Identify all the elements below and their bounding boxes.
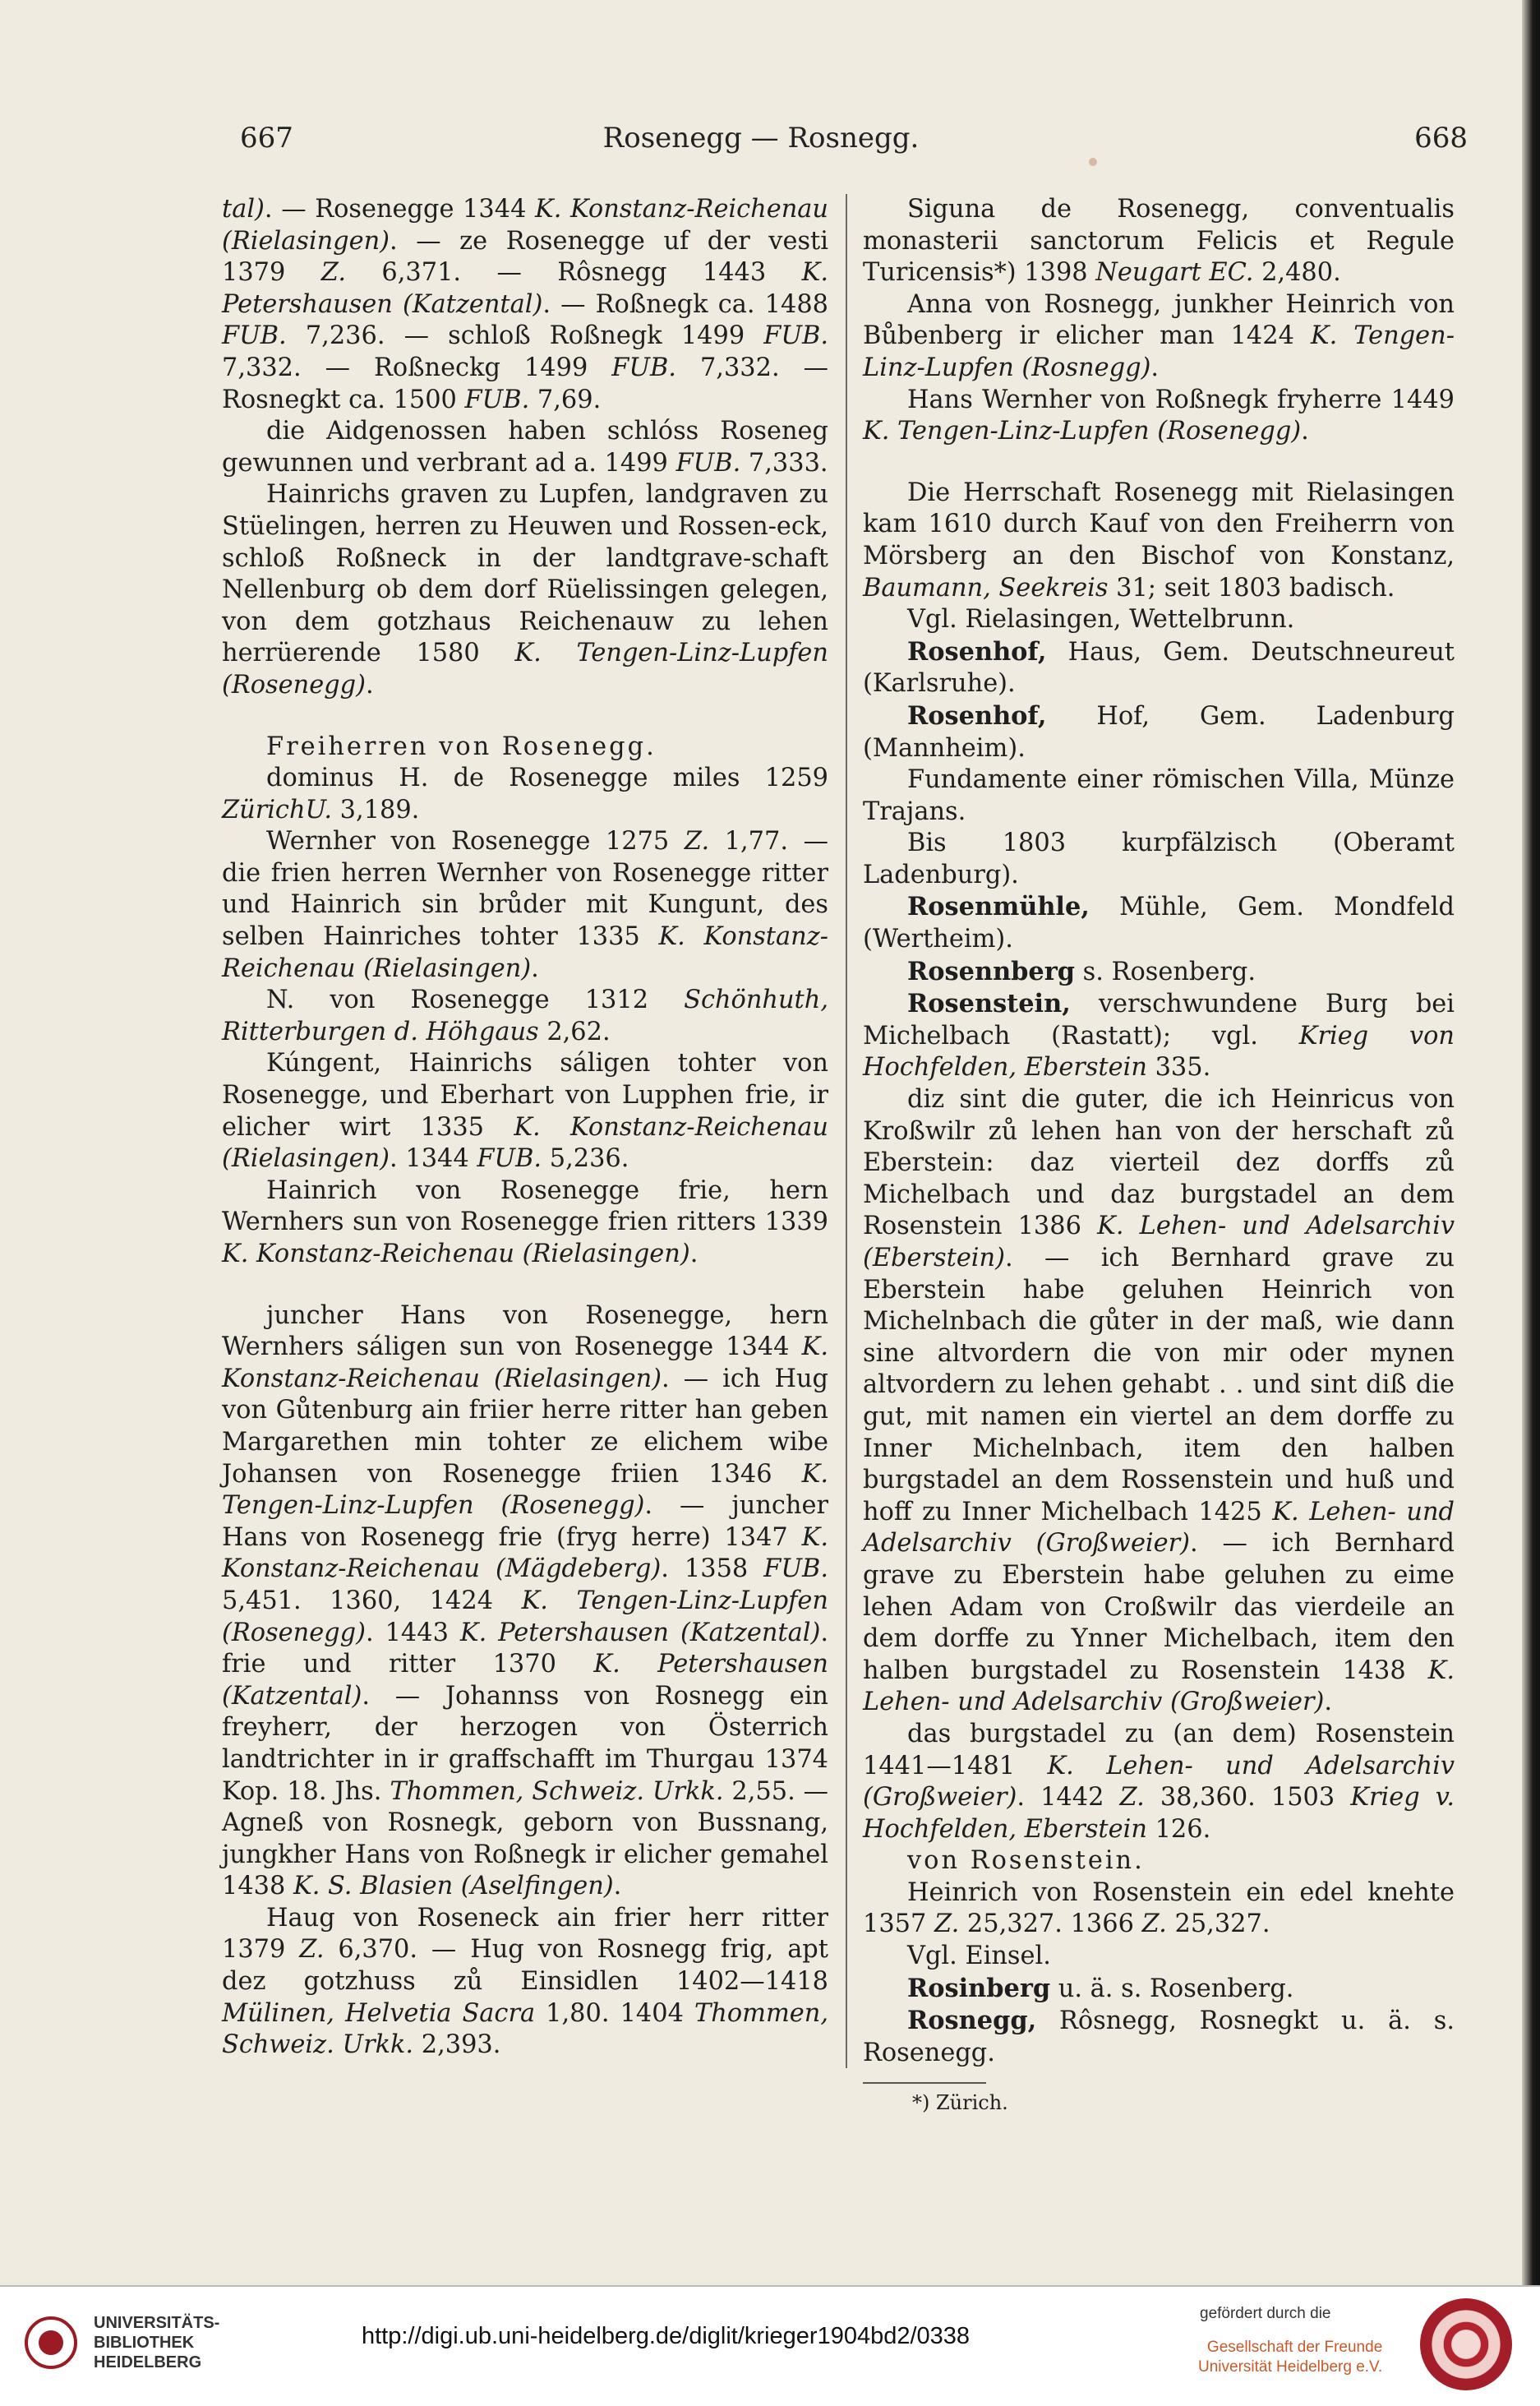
entry-paragraph: Vgl. Einsel. [907,1942,1051,1971]
entry-paragraph: Rosenmühle, Mühle, Gem. Mondfeld (Wertheim). [863,892,1455,954]
entry-paragraph: Rosenhof, Hof, Gem. Ladenburg (Mannheim). [863,700,1455,763]
running-title: Rosenegg — Rosnegg. [602,122,920,155]
entry-paragraph: Bis 1803 kurpfälzisch (Oberamt Ladenburg). [863,829,1455,889]
entry-paragraph: Freiherren von Rosenegg. [266,732,657,761]
ubh-name-line3: HEIDELBERG [94,2353,202,2371]
entry-paragraph: Rosenhof, Haus, Gem. Deutschneureut (Karlsruhe). [863,636,1455,699]
society-name-line1: Gesellschaft der Freunde [1206,2339,1383,2356]
entry-paragraph: tal). — Rosenegge 1344 K. Konstanz-Reichenau (Rielasingen). — ze Rosenegge uf der vesti 1379 Z. 6,371. — Rôsnegg 1443 K. Petershausen (Katzental). — Roßnegk ca. 1488 FUB. 7,236. — schloß Roßnegk 1499 FUB. 7,332. — Roßneckg 1499 FUB. 7,332. — Rosnegkt ca. 1500 FUB. 7,69. [222,195,828,414]
entry-paragraph: Kúngent, Hainrichs sáligen tohter von Rosenegge, und Eberhart von Lupphen frie, ir elicher wirt 1335 K. Konstanz-Reichenau (Rielasingen). 1344 FUB. 5,236. [222,1049,829,1174]
entry-paragraph: Vgl. Rielasingen, Wettelbrunn. [907,605,1295,635]
page-number-left: 667 [240,122,293,155]
entry-paragraph: Die Herrschaft Rosenegg mit Rielasingen kam 1610 durch Kauf von den Freiherrn von Mörsberg an den Bischof von Konstanz, Baumann, Seekreis 31; seit 1803 badisch. [863,478,1455,603]
ubh-logo[interactable] [25,2313,219,2372]
ubh-seal-icon [25,2316,77,2369]
ubh-name-line1: UNIVERSITÄTS- [94,2314,220,2332]
entry-paragraph: Rosenstein, verschwundene Burg bei Michelbach (Rastatt); vgl. Krieg von Hochfelden, Eberstein 335. [863,989,1455,1083]
entry-paragraph: Hainrichs graven zu Lupfen, landgraven zu Stüelingen, herren zu Heuwen und Rossen-eck, schloß Roßneck in der landtgrave-schaft Nellenburg ob dem dorf Rüelissingen gelegen, von dem gotzhaus Reichenauw zu lehen herrüerende 1580 K. Tengen-Linz-Lupfen (Rosenegg). [222,480,828,700]
entry-paragraph: Rosnegg, Rôsnegg, Rosnegkt u. ä. s. Rosenegg. [863,2006,1455,2067]
ubh-name [94,2313,219,2372]
entry-paragraph: Anna von Rosnegg, junkher Heinrich von Bůbenberg ir elicher man 1424 K. Tengen-Linz-Lupfen (Rosnegg). [863,289,1455,382]
entry-paragraph: Siguna de Rosenegg, conventualis monasterii sanctorum Felicis et Regule Turicensis*) 1398 Neugart EC. 2,480. [863,195,1455,288]
entry-paragraph: diz sint die guter, die ich Heinricus von Kroßwilr zů lehen han von der herschaft zů Eberstein: daz vierteil dez dorffs zů Michelbach und daz burgstadel an dem Rosenstein 1386 K. Lehen- und Adelsarchiv (Eberstein). — ich Bernhard grave zu Eberstein habe geluhen Heinrich von Michelnbach die gůter in der maß, wie dann sine altvordern die von mir oder mynen altvordern zu lehen gehabt . . und sint diß die gut, mit namen ein viertel an dem dorffe zu Inner Michelnbach, item den halben burgstadel an dem Rossenstein und huß und hoff zu Inner Michelbach 1425 K. Lehen- und Adelsarchiv (Großweier). — ich Bernhard grave zu Eberstein habe geluhen zu eime lehen Adam von Croßwilr das vierdeile an dem dorffe zu Ynner Michelbach, item den halben burgstadel zu Rosenstein 1438 K. Lehen- und Adelsarchiv (Großweier). [863,1085,1455,1717]
scan-edge [1522,0,1540,2285]
entry-paragraph: juncher Hans von Rosenegge, hern Wernhers sáligen sun von Rosenegge 1344 K. Konstanz-Reichenau (Rielasingen). — ich Hug von Gůtenburg ain friier herre ritter han geben Margarethen min tohter ze elichem wibe Johansen von Rosenegge friien 1346 K. Tengen-Linz-Lupfen (Rosenegg). — juncher Hans von Rosenegg frie (fryg herre) 1347 K. Konstanz-Reichenau (Mägdeberg). 1358 FUB. 5,451. 1360, 1424 K. Tengen-Linz-Lupfen (Rosenegg). 1443 K. Petershausen (Katzental). frie und ritter 1370 K. Petershausen (Katzental). — Johannss von Rosnegg ein freyherr, der herzogen von Österrich landtrichter in ir graffschafft im Thurgau 1374 Kop. 18. Jhs. Thommen, Schweiz. Urkk. 2,55. — Agneß von Rosnegk, geborn von Bussnang, jungkher Hans von Roßnegk ir elicher gemahel 1438 K. S. Blasien (Aselfingen). [222,1300,829,1901]
funded-by-label: gefördert durch die [1200,2305,1331,2322]
society-name-line2: Universität Heidelberg e.V. [1198,2358,1383,2376]
entry-paragraph: Hans Wernher von Roßnegk fryherre 1449 K. Tengen-Linz-Lupfen (Rosenegg). [863,385,1455,446]
permalink-url[interactable]: http://digi.ub.uni-heidelberg.de/diglit/krieger1904bd2/0338 [362,2323,971,2349]
society-name[interactable] [1198,2338,1382,2377]
entry-paragraph: Rosennberg s. Rosenberg. [907,956,1256,986]
university-seal-icon [1420,2298,1512,2390]
entry-paragraph: Heinrich von Rosenstein ein edel knehte 1357 Z. 25,327. 1366 Z. 25,327. [863,1877,1455,1939]
footnote: *) Zürich. [912,2091,1008,2115]
entry-paragraph: Hainrich von Rosenegge frie, hern Wernhers sun von Rosenegge frien ritters 1339 K. Konstanz-Reichenau (Rielasingen). [222,1175,828,1268]
ubh-name-line2: BIBLIOTHEK [94,2334,195,2352]
entry-paragraph: das burgstadel zu (an dem) Rosenstein 1441—1481 K. Lehen- und Adelsarchiv (Großweier). 1442 Z. 38,360. 1503 Krieg v. Hochfelden, Eberstein 126. [863,1719,1455,1844]
entry-paragraph: dominus H. de Rosenegge miles 1259 ZürichU. 3,189. [222,764,828,824]
entry-paragraph: die Aidgenossen haben schlóss Roseneg gewunnen und verbrant ad a. 1499 FUB. 7,333. [222,417,828,478]
viewer-footer [0,2285,1540,2406]
entry-paragraph: Rosinberg u. ä. s. Rosenberg. [907,1973,1294,2003]
left-column [222,194,828,2062]
right-column [863,194,1455,2115]
entry-paragraph: Haug von Roseneck ain frier herr ritter 1379 Z. 6,370. — Hug von Rosnegg frig, apt dez gotzhuss zů Einsidlen 1402—1418 Mülinen, Helvetia Sacra 1,80. 1404 Thommen, Schweiz. Urkk. 2,393. [222,1903,828,2060]
column-divider [846,194,847,2068]
page-number-right: 668 [1414,122,1468,155]
entry-paragraph: von Rosenstein. [907,1846,1145,1876]
entry-paragraph: N. von Rosenegge 1312 Schönhuth, Ritterburgen d. Höhgaus 2,62. [222,986,828,1046]
entry-paragraph: Wernher von Rosenegge 1275 Z. 1,77. — die frien herren Wernher von Rosenegge ritter und Hainrich sin brůder mit Kungunt, des selben Hainriches tohter 1335 K. Konstanz-Reichenau (Rielasingen). [222,827,828,983]
footnote-rule [863,2082,986,2084]
entry-paragraph: Fundamente einer römischen Villa, Münze Trajans. [863,765,1455,826]
ink-mark [1089,158,1097,166]
